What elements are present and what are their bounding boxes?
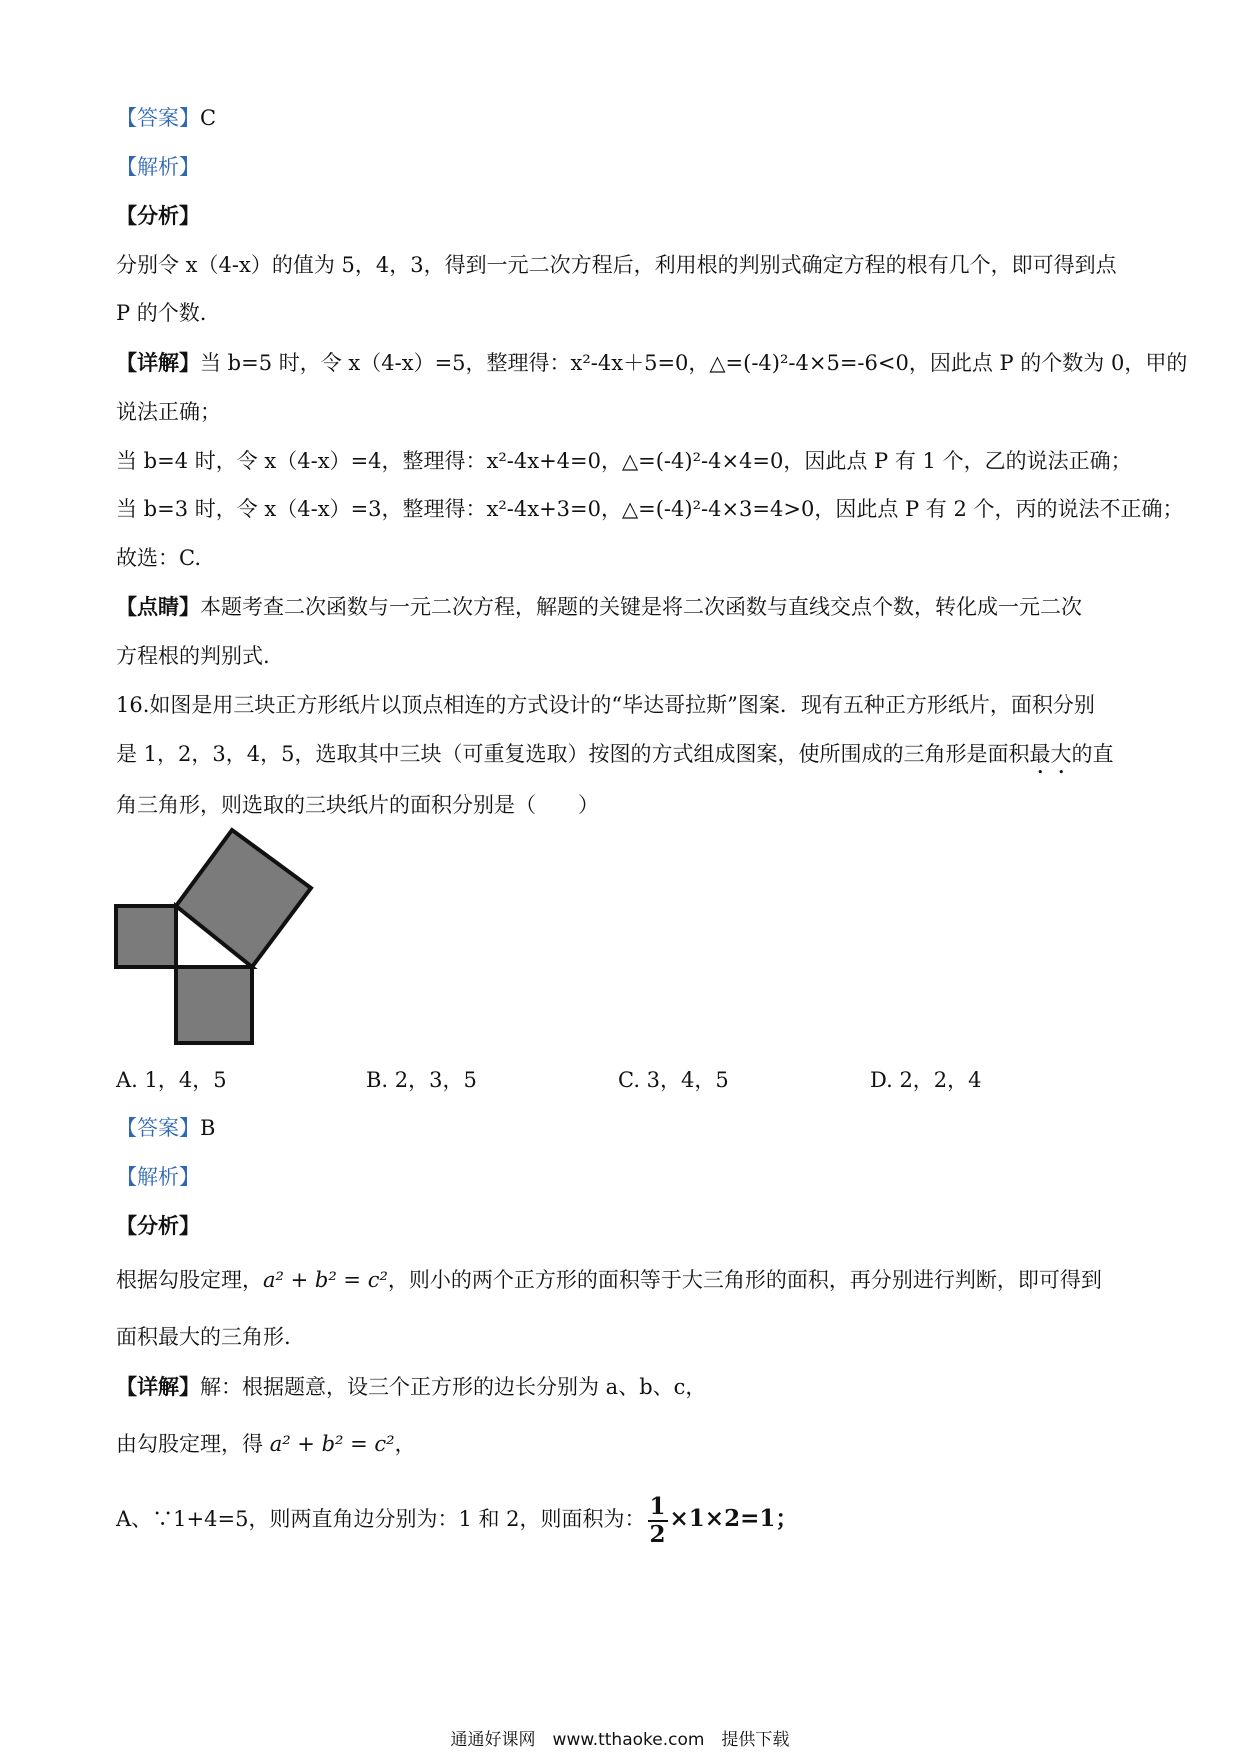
q15-analysis-tag: 【解析】 [116, 155, 200, 179]
option-b: B. 2，3，5 [366, 1068, 477, 1092]
q15-answer: 【答案】C [116, 106, 217, 130]
q15-detail-line2: 说法正确； [116, 400, 221, 424]
emphasis-text: 最大 [1029, 742, 1072, 766]
q15-dianjing-line2: 方程根的判别式. [116, 644, 270, 668]
medium-square [176, 967, 252, 1043]
option-d: D. 2，2，4 [870, 1068, 982, 1092]
pythagoras-formula-2: a² + b² = c² [269, 1432, 395, 1456]
q16-stem-line3: 角三角形，则选取的三块纸片的面积分别是（ ） [116, 793, 599, 817]
fraction-one-half: $\frac{1}{2}$ [649, 1492, 666, 1548]
option-c: C. 3，4，5 [618, 1068, 729, 1092]
q16-analysis-tag: 【解析】 [116, 1165, 200, 1189]
q16-stem-line1: 16.如图是用三块正方形纸片以顶点相连的方式设计的“毕达哥拉斯”图案．现有五种正方形纸片，面积分别 [116, 693, 1095, 717]
q15-dianjing-line1: 【点睛】本题考查二次函数与一元二次方程，解题的关键是将二次函数与直线交点个数，转化成一元二次 [116, 594, 1082, 619]
q16-stem-line2: 是 1，2，3，4，5，选取其中三块（可重复选取）按图的方式组成图案，使所围成的三角形是面积最大的直 [116, 742, 1114, 766]
q15-detail-line1: 【详解】当 b=5 时，令 x（4-x）=5，整理得：x²-4x＋5=0，△=(-4)²-4×5=-6<0，因此点 P 的个数为 0，甲的 [116, 350, 1188, 375]
q16-fenxi-line2: 面积最大的三角形. [116, 1325, 291, 1349]
q15-fenxi-line1: 分别令 x（4-x）的值为 5，4，3，得到一元二次方程后，利用根的判别式确定方程的根有几个，即可得到点 [116, 253, 1117, 277]
small-square [116, 906, 176, 967]
q16-detail-line2: 由勾股定理，得 a² + b² = c²， [116, 1432, 416, 1456]
footer-watermark: 通通好课网 www.tthaoke.com 提供下载 [450, 1730, 790, 1750]
q16-fenxi-line1: 根据勾股定理，a² + b² = c²，则小的两个正方形的面积等于大三角形的面积，再分别进行判断，即可得到 [116, 1268, 1102, 1292]
q16-detail-line3: A、∵1+4=5，则两直角边分别为：1 和 2，则面积为： $\frac{1}{2}$ ×1×2=1； [116, 1492, 799, 1548]
q15-fenxi-tag: 【分析】 [116, 203, 200, 228]
pythagoras-figure [112, 826, 322, 1046]
q15-fenxi-line2: P 的个数. [116, 301, 207, 325]
q15-detail-line4: 当 b=3 时，令 x（4-x）=3，整理得：x²-4x+3=0，△=(-4)²-4×3=4>0，因此点 P 有 2 个，丙的说法不正确； [116, 497, 1184, 521]
q16-fenxi-tag: 【分析】 [116, 1213, 200, 1238]
q16-answer: 【答案】B [116, 1116, 216, 1140]
pythagoras-formula: a² + b² = c² [263, 1268, 388, 1292]
q16-detail-line1: 【详解】解：根据题意，设三个正方形的边长分别为 a、b、c， [116, 1374, 707, 1399]
option-a: A. 1，4，5 [116, 1068, 227, 1092]
q15-detail-line5: 故选：C. [116, 546, 201, 570]
q15-detail-line3: 当 b=4 时，令 x（4-x）=4，整理得：x²-4x+4=0，△=(-4)²-4×4=0，因此点 P 有 1 个，乙的说法正确； [116, 449, 1132, 473]
